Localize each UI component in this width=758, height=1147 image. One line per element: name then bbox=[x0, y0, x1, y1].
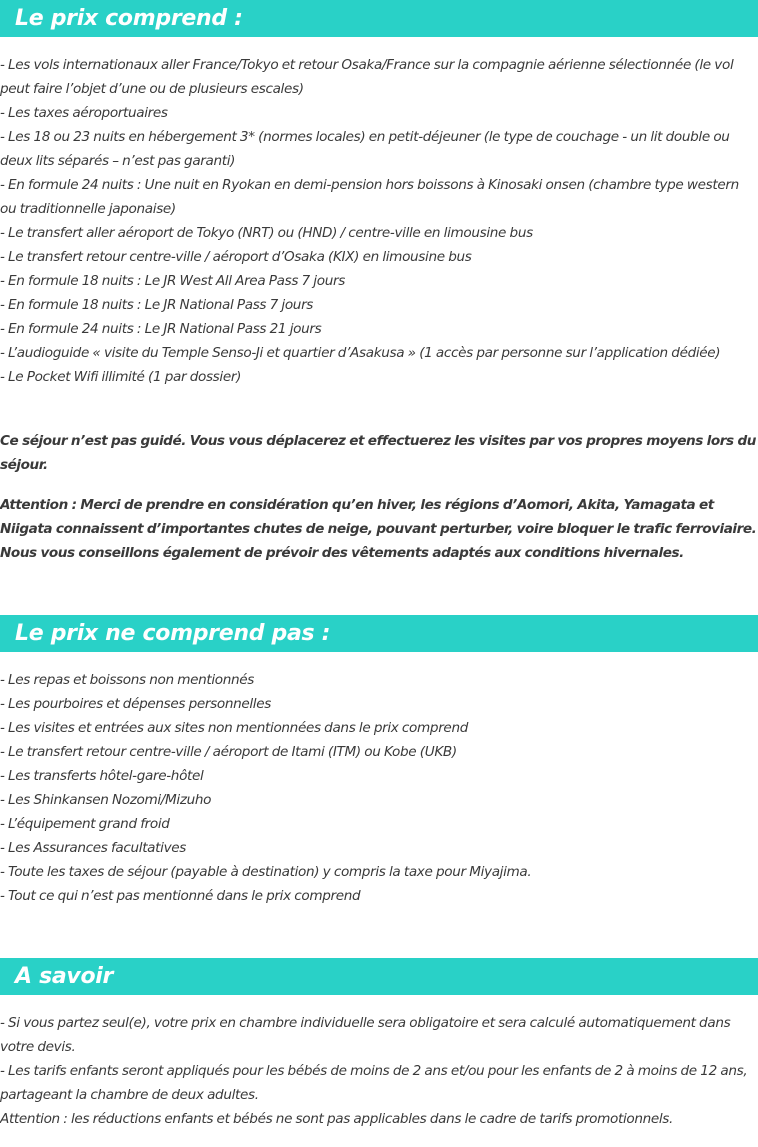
section-heading-includes: Le prix comprend : bbox=[0, 0, 758, 37]
excludes-list-block bbox=[0, 668, 758, 908]
list-item: Attention : les réductions enfants et bébés ne sont pas applicables dans le cadre de tarifs promotionnels. bbox=[0, 1111, 674, 1127]
includes-list-block bbox=[0, 53, 758, 389]
list-item: - Les pourboires et dépenses personnelles bbox=[0, 696, 271, 712]
list-item: - Les 18 ou 23 nuits en hébergement 3* (normes locales) en petit-déjeuner (le type de couchage - un lit double ou deux lits séparés – n’est pas garanti) bbox=[0, 129, 730, 169]
list-item: - Le transfert aller aéroport de Tokyo (NRT) ou (HND) / centre-ville en limousine bus bbox=[0, 225, 533, 241]
list-item: - En formule 18 nuits : Le JR National Pass 7 jours bbox=[0, 297, 314, 313]
note-winter-warning: Attention : Merci de prendre en considération qu’en hiver, les régions d’Aomori, Akita, Yamagata et Niigata connaissent d’importantes chutes de neige, pouvant perturber, voire bloquer le trafic ferroviaire. Nous vous conseillons également de prévoir des vêtements adaptés aux conditions hivernales. bbox=[0, 497, 757, 561]
list-item: - L’audioguide « visite du Temple Senso-Ji et quartier d’Asakusa » (1 accès par personne sur l’application dédiée) bbox=[0, 345, 721, 361]
list-item: - En formule 24 nuits : Une nuit en Ryokan en demi-pension hors boissons à Kinosaki onsen (chambre type western ou traditionnelle japonaise) bbox=[0, 177, 739, 217]
list-item: - Le transfert retour centre-ville / aéroport d’Osaka (KIX) en limousine bus bbox=[0, 249, 472, 265]
list-item: - Si vous partez seul(e), votre prix en chambre individuelle sera obligatoire et sera calculé automatiquement dans votre devis. bbox=[0, 1015, 731, 1055]
list-item: - Le transfert retour centre-ville / aéroport de Itami (ITM) ou Kobe (UKB) bbox=[0, 744, 457, 760]
list-item: - Les tarifs enfants seront appliqués pour les bébés de moins de 2 ans et/ou pour les enfants de 2 à moins de 12 ans, partageant la chambre de deux adultes. bbox=[0, 1063, 748, 1103]
list-item: - Les Shinkansen Nozomi/Mizuho bbox=[0, 792, 212, 808]
list-item: - En formule 18 nuits : Le JR West All Area Pass 7 jours bbox=[0, 273, 345, 289]
list-item: - Les Assurances facultatives bbox=[0, 840, 187, 856]
list-item: - Le Pocket Wifi illimité (1 par dossier) bbox=[0, 369, 242, 385]
list-item: - Les transferts hôtel-gare-hôtel bbox=[0, 768, 204, 784]
list-item: - Les vols internationaux aller France/Tokyo et retour Osaka/France sur la compagnie aérienne sélectionnée (le vol peut faire l’objet d’une ou de plusieurs escales) bbox=[0, 57, 734, 97]
info-list bbox=[0, 1011, 758, 1131]
section-heading-info: A savoir bbox=[0, 958, 758, 995]
list-item: - Les visites et entrées aux sites non mentionnées dans le prix comprend bbox=[0, 720, 468, 736]
section-heading-excludes: Le prix ne comprend pas : bbox=[0, 615, 758, 652]
list-item: - Les taxes aéroportuaires bbox=[0, 105, 168, 121]
list-item: - Tout ce qui n’est pas mentionné dans le prix comprend bbox=[0, 888, 361, 904]
list-item: - En formule 24 nuits : Le JR National Pass 21 jours bbox=[0, 321, 322, 337]
includes-list bbox=[0, 53, 758, 389]
excludes-list bbox=[0, 668, 758, 908]
info-list-block bbox=[0, 1011, 758, 1131]
list-item: - L’équipement grand froid bbox=[0, 816, 170, 832]
list-item: - Les repas et boissons non mentionnés bbox=[0, 672, 255, 688]
note-not-guided: Ce séjour n’est pas guidé. Vous vous déplacerez et effectuerez les visites par vos propres moyens lors du séjour. bbox=[0, 433, 756, 473]
list-item: - Toute les taxes de séjour (payable à destination) y compris la taxe pour Miyajima. bbox=[0, 864, 532, 880]
